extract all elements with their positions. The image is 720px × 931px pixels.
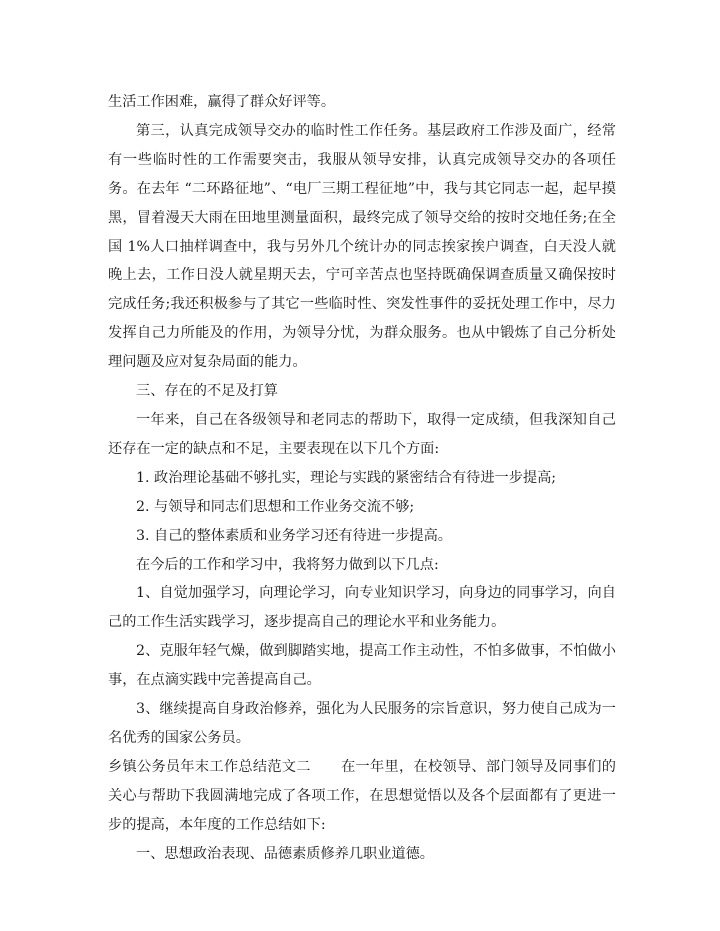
second-article-body: 在一年里，在校领导、部门领导及同事们的关心与帮助下我圆满地完成了各项工作，在思想觉悟以及各个层面都有了更进一步的提高，本年度的工作总结如下:	[108, 758, 616, 833]
shortcoming-item-1: 1. 政治理论基础不够扎实，理论与实践的紧密结合有待进一步提高;	[136, 469, 557, 486]
document-page	[108, 88, 616, 868]
plan-item-2: 2、克服年轻气燥，做到脚踏实地，提高工作主动性，不怕多做事，不怕做小事，在点滴实践中完善提高自己。	[108, 643, 616, 689]
paragraph-plans-intro: 在今后的工作和学习中，我将努力做到以下几点:	[136, 556, 439, 573]
section-heading-ideology: 一、思想政治表现、品德素质修养几职业道德。	[136, 845, 434, 862]
section-heading-shortcomings: 三、存在的不足及打算	[136, 383, 278, 400]
paragraph-continuation: 生活工作困难，赢得了群众好评等。	[108, 94, 336, 110]
plan-item-1: 1、自觉加强学习，向理论学习，向专业知识学习，向身边的同事学习，向自己的工作生活实践学习，逐步提高自己的理论水平和业务能力。	[108, 585, 616, 631]
paragraph-shortcomings-intro: 一年来，自己在各级领导和老同志的帮助下，取得一定成绩，但我深知自己还存在一定的缺点和不足，主要表现在以下几个方面:	[108, 411, 616, 457]
second-article-title: 乡镇公务员年末工作总结范文二	[108, 758, 311, 775]
paragraph-second-article	[108, 753, 616, 840]
plan-item-3: 3、继续提高自身政治修养，强化为人民服务的宗旨意识，努力使自己成为一名优秀的国家公务员。	[108, 701, 616, 746]
shortcoming-item-2: 2. 与领导和同志们思想和工作业务交流不够;	[136, 498, 415, 515]
shortcoming-item-3: 3. 自己的整体素质和业务学习还有待进一步提高。	[136, 527, 452, 544]
paragraph-third-task: 第三，认真完成领导交办的临时性工作任务。基层政府工作涉及面广，经常有一些临时性的工作需要突击，我服从领导安排，认真完成领导交办的各项任务。在去年 “二环路征地”、“电厂三期工程征地”中，我与其它同志一起，起早摸黑，冒着漫天大雨在田地里测量面积，最终完成了领导交给的按时交地任务;在全国 1%人口抽样调查中，我与另外几个统计办的同志挨家挨户调查，白天没人就晚上去，工作日没人就星期天去，宁可辛苦点也坚持既确保调查质量又确保按时完成任务;我还积极参与了其它一些临时性、突发性事件的妥抚处理工作中，尽力发挥自己力所能及的作用，为领导分忧，为群众服务。也从中锻炼了自己分析处理问题及应对复杂局面的能力。	[108, 122, 616, 371]
